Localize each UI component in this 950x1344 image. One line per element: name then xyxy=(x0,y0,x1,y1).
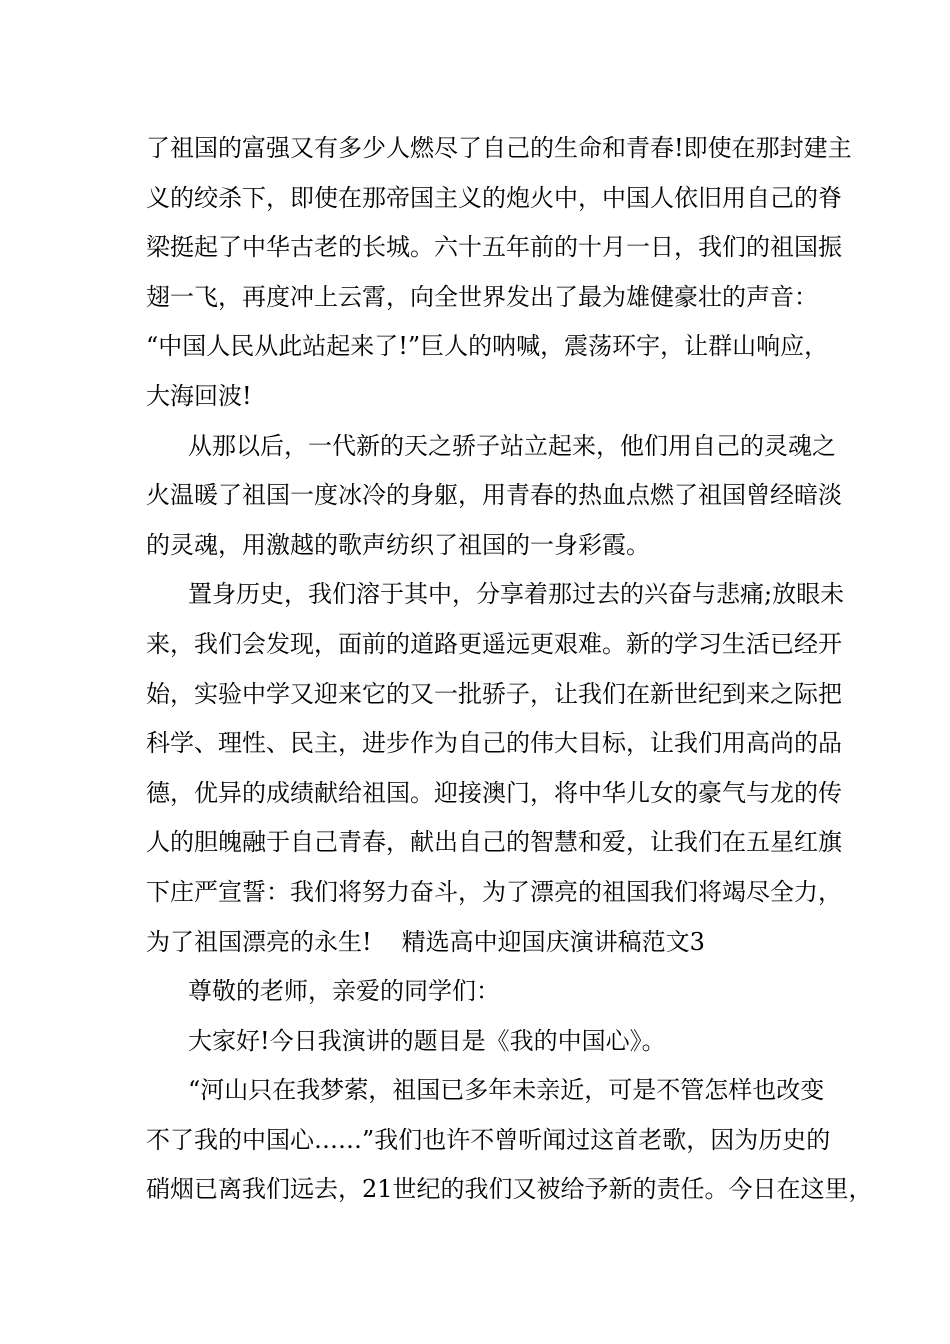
text-line: 火温暖了祖国一度冰冷的身躯，用青春的热血点燃了祖国曾经暗淡 xyxy=(146,481,842,510)
text-line: 了祖国的富强又有多少人燃尽了自己的生命和青春!即使在那封建主 xyxy=(146,134,852,162)
text-line: 的灵魂，用激越的歌声纺织了祖国的一身彩霞。 xyxy=(146,530,650,559)
text-line: 来，我们会发现，面前的道路更遥远更艰难。新的学习生活已经开 xyxy=(146,629,842,658)
closing-sentence: 为了祖国漂亮的永生! xyxy=(146,927,372,956)
text-line: 德，优异的成绩献给祖国。迎接澳门，将中华儿女的豪气与龙的传 xyxy=(146,778,842,807)
paragraph-first-line: 置身历史，我们溶于其中，分享着那过去的兴奋与悲痛;放眼未 xyxy=(188,580,845,609)
body-text xyxy=(146,124,873,1215)
paragraph-first-line: “河山只在我梦萦，祖国已多年未亲近，可是不管怎样也改变 xyxy=(188,1076,825,1105)
salutation: 尊敬的老师，亲爱的同学们： xyxy=(188,977,500,1006)
text-line: 科学、理性、民主，进步作为自己的伟大目标，让我们用高尚的品 xyxy=(146,729,842,758)
text-line: 翅一飞，再度冲上云霄，向全世界发出了最为雄健豪壮的声音： xyxy=(146,282,818,311)
text-line: 硝烟已离我们远去，21世纪的我们又被给予新的责任。今日在这里， xyxy=(146,1175,873,1204)
text-line: 人的胆魄融于自己青春，献出自己的智慧和爱，让我们在五星红旗 xyxy=(146,828,842,857)
paragraph-first-line: 从那以后，一代新的天之骄子站立起来，他们用自己的灵魂之 xyxy=(188,431,836,460)
section-heading: 精选高中迎国庆演讲稿范文3 xyxy=(401,927,705,956)
text-line: 梁挺起了中华古老的长城。六十五年前的十月一日，我们的祖国振 xyxy=(146,233,842,262)
text-line-with-heading xyxy=(146,918,814,968)
text-line: “中国人民从此站起来了!”巨人的呐喊，震荡环宇，让群山响应， xyxy=(146,332,829,361)
text-line: 义的绞杀下，即使在那帝国主义的炮火中，中国人依旧用自己的脊 xyxy=(146,183,842,212)
text-line: 不了我的中国心……”我们也许不曾听闻过这首老歌，因为历史的 xyxy=(146,1125,831,1154)
text-line: 始，实验中学又迎来它的又一批骄子，让我们在新世纪到来之际把 xyxy=(146,679,842,708)
text-line: 下庄严宣誓：我们将努力奋斗，为了漂亮的祖国我们将竭尽全力， xyxy=(146,877,842,906)
text-line: 大海回波! xyxy=(146,381,252,410)
greeting: 大家好!今日我演讲的题目是《我的中国心》。 xyxy=(188,1026,666,1055)
